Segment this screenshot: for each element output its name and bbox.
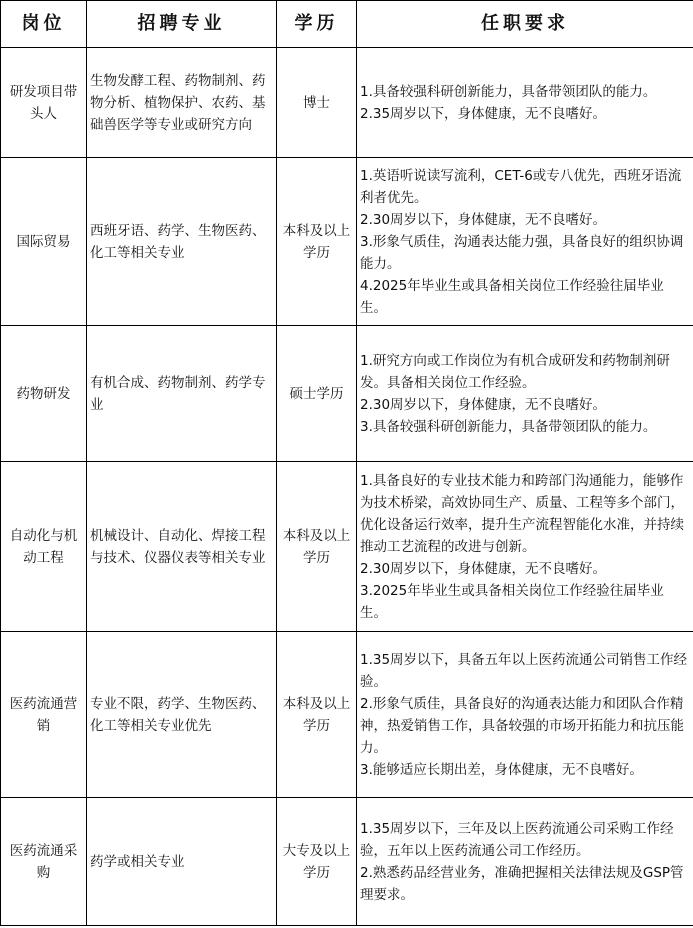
requirements-cell [357,632,693,798]
table-row [1,798,693,926]
requirement-item: 1.英语听说读写流利，CET-6或专八优先，西班牙语流利者优先。 [360,167,682,206]
requirement-item: 1.35周岁以下，三年及以上医药流通公司采购工作经验，五年以上医药流通公司工作经历。 [360,820,674,859]
table-row [1,158,693,326]
header-requirements: 任职要求 [357,1,693,48]
header-education: 学历 [277,1,357,48]
requirements-cell [357,158,693,326]
major-cell: 生物发酵工程、药物制剂、药物分析、植物保护、农药、基础兽医学等专业或研究方向 [87,48,277,158]
position-cell: 医药流通采购 [1,798,87,926]
requirement-item: 1.具备较强科研创新能力，具备带领团队的能力。 [360,83,657,100]
education-cell: 本科及以上学历 [277,158,357,326]
requirement-item: 2.30周岁以下，身体健康，无不良嗜好。 [360,560,607,577]
table-row [1,326,693,462]
requirement-item: 2.35周岁以下，身体健康，无不良嗜好。 [360,105,607,122]
requirements-cell [357,48,693,158]
education-cell: 博士 [277,48,357,158]
requirement-item: 1.研究方向或工作岗位为有机合成研发和药物制剂研发。具备相关岗位工作经验。 [360,352,670,391]
requirement-item: 2.熟悉药品经营业务，准确把握相关法律法规及GSP管理要求。 [360,864,684,903]
education-cell: 本科及以上学历 [277,632,357,798]
education-cell: 硕士学历 [277,326,357,462]
requirement-item: 3.2025年毕业生或具备相关岗位工作经验往届毕业生。 [360,582,664,621]
requirement-item: 3.具备较强科研创新能力，具备带领团队的能力。 [360,418,657,435]
requirement-item: 3.形象气质佳，沟通表达能力强，具备良好的组织协调能力。 [360,233,684,272]
requirement-item: 4.2025年毕业生或具备相关岗位工作经验往届毕业生。 [360,277,664,316]
position-cell: 医药流通营销 [1,632,87,798]
table-row [1,48,693,158]
header-row [1,1,693,48]
requirements-cell [357,798,693,926]
education-cell: 大专及以上学历 [277,798,357,926]
major-cell: 有机合成、药物制剂、药学专业 [87,326,277,462]
requirements-cell [357,326,693,462]
requirement-item: 1.具备良好的专业技术能力和跨部门沟通能力，能够作为技术桥梁，高效协同生产、质量、工程等多个部门，优化设备运行效率，提升生产流程智能化水准，并持续推动工艺流程的改进与创新。 [360,472,684,555]
major-cell: 机械设计、自动化、焊接工程与技术、仪器仪表等相关专业 [87,462,277,632]
position-cell: 研发项目带头人 [1,48,87,158]
position-cell: 药物研发 [1,326,87,462]
position-cell: 国际贸易 [1,158,87,326]
major-cell: 药学或相关专业 [87,798,277,926]
header-major: 招聘专业 [87,1,277,48]
header-position: 岗位 [1,1,87,48]
requirement-item: 2.30周岁以下，身体健康，无不良嗜好。 [360,211,607,228]
requirement-item: 2.形象气质佳，具备良好的沟通表达能力和团队合作精神，热爱销售工作，具备较强的市场开拓能力和抗压能力。 [360,695,684,756]
position-cell: 自动化与机动工程 [1,462,87,632]
requirement-item: 2.30周岁以下，身体健康，无不良嗜好。 [360,396,607,413]
table-row [1,462,693,632]
table-row [1,632,693,798]
major-cell: 专业不限，药学、生物医药、化工等相关专业优先 [87,632,277,798]
requirement-item: 3.能够适应长期出差，身体健康，无不良嗜好。 [360,761,643,778]
requirements-cell [357,462,693,632]
requirement-item: 1.35周岁以下，具备五年以上医药流通公司销售工作经验。 [360,651,688,690]
education-cell: 本科及以上学历 [277,462,357,632]
major-cell: 西班牙语、药学、生物医药、化工等相关专业 [87,158,277,326]
